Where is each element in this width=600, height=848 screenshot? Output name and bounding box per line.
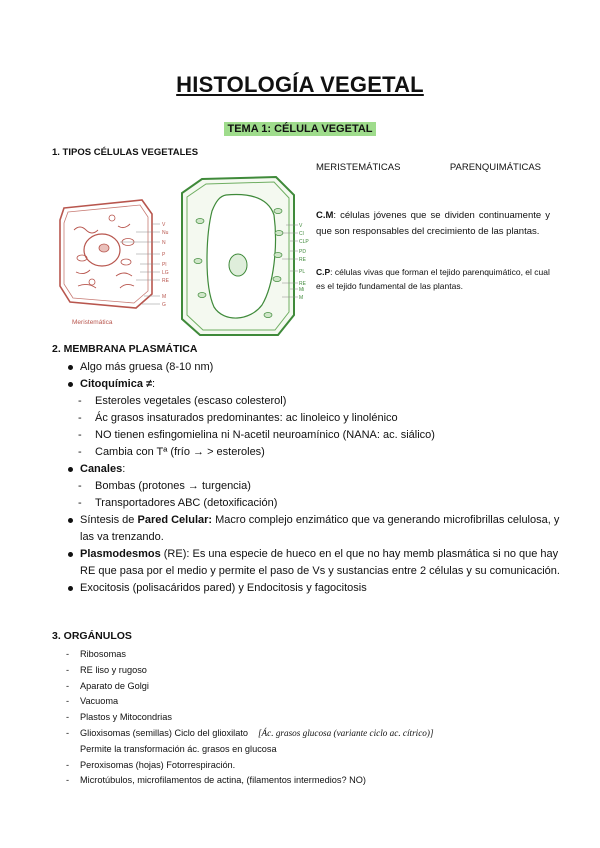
dash-marker: - bbox=[66, 664, 70, 675]
item-text: Algo más gruesa (8-10 nm) bbox=[80, 361, 214, 373]
membrane-list bbox=[66, 359, 566, 597]
page-title: HISTOLOGÍA VEGETAL bbox=[176, 72, 424, 97]
fig1-label: G bbox=[162, 302, 166, 308]
fig2-label: Cl bbox=[299, 231, 304, 237]
fig2-label: PL bbox=[299, 269, 306, 275]
fig2-label: M bbox=[299, 295, 304, 301]
cp-text: : células vivas que forman el tejido parenquimático, el cual es el tejido fundamental de las plantas. bbox=[316, 267, 550, 291]
list-item bbox=[66, 512, 566, 546]
list-item bbox=[66, 679, 546, 695]
item-text: (RE): Es una especie de hueco en el que no hay memb plasmática si no que hay RE que pasa por el medio y permite el paso de Vs y sustancias entre 2 células y su comunicación. bbox=[80, 548, 560, 577]
fig2-label: RE bbox=[299, 281, 306, 287]
list-item bbox=[66, 580, 566, 597]
fig1-label: Pl bbox=[162, 262, 167, 268]
fig1-caption: Meristemática bbox=[72, 319, 113, 326]
dash-marker: - bbox=[66, 775, 70, 786]
item-text: NO tienen esfingomielina ni N-acetil neuroamínico (NANA: ac. siálico) bbox=[95, 429, 435, 441]
item-text: Glioxisomas (semillas) Ciclo del glioxilato bbox=[80, 727, 248, 738]
item-text: Macro complejo enzimático que va generando microfibrillas celulosa, y las va trenzando. bbox=[80, 514, 560, 543]
fig1-label: RE bbox=[162, 278, 169, 284]
list-item bbox=[66, 694, 546, 710]
type-meristematic: MERISTEMÁTICAS bbox=[316, 162, 401, 173]
item-text: Esteroles vegetales (escaso colesterol) bbox=[95, 395, 287, 407]
bullet-icon bbox=[68, 552, 73, 557]
dash-marker: - bbox=[66, 680, 70, 691]
bullet-icon bbox=[68, 365, 73, 370]
list-item bbox=[66, 461, 566, 478]
item-text: Ribosomas bbox=[80, 649, 126, 659]
fig2-label: RE bbox=[299, 257, 306, 263]
definition-cm bbox=[316, 208, 550, 240]
fig1-label: Nu bbox=[162, 230, 169, 236]
item-text: Microtúbulos, microfilamentos de actina, (filamentos intermedios? NO) bbox=[80, 775, 366, 786]
list-item bbox=[66, 546, 566, 580]
fig1-label: N bbox=[162, 240, 166, 246]
type-parenchymatic: PARENQUIMÁTICAS bbox=[449, 162, 541, 173]
dash-marker: - bbox=[78, 497, 82, 509]
fig1-label: P bbox=[162, 252, 166, 258]
fig2-label: PD bbox=[299, 249, 306, 255]
list-item bbox=[66, 742, 546, 758]
list-item bbox=[66, 758, 546, 774]
item-text: Cambia con Tª (frío → > esteroles) bbox=[95, 446, 265, 458]
list-item bbox=[66, 478, 566, 495]
item-bold-text: Citoquímica ≠ bbox=[80, 378, 153, 390]
list-item bbox=[66, 393, 566, 410]
bullet-icon bbox=[68, 518, 73, 523]
bullet-icon bbox=[68, 586, 73, 591]
list-item bbox=[66, 663, 546, 679]
item-text: Plastos y Mitocondrias bbox=[80, 712, 172, 723]
item-text: Síntesis de bbox=[80, 514, 138, 526]
dash-marker: - bbox=[66, 727, 70, 738]
subtitle-highlight: TEMA 1: CÉLULA VEGETAL bbox=[224, 122, 375, 136]
item-text: Peroxisomas (hojas) Fotorrespiración. bbox=[80, 759, 236, 770]
list-item bbox=[66, 444, 566, 461]
cm-text: : células jóvenes que se dividen continuamente y que son responsables del crecimiento de las plantas. bbox=[316, 210, 550, 237]
list-item bbox=[66, 359, 566, 376]
section-heading-organelles: 3. ORGÁNULOS bbox=[52, 630, 132, 642]
dash-marker: - bbox=[78, 395, 82, 407]
cell-types-row bbox=[316, 162, 541, 173]
item-bold-text: Pared Celular: bbox=[137, 514, 213, 526]
page-subtitle bbox=[0, 119, 600, 137]
list-item bbox=[66, 495, 566, 512]
dash-marker: - bbox=[66, 712, 70, 723]
list-item bbox=[66, 773, 546, 789]
list-item bbox=[66, 726, 546, 742]
list-item bbox=[66, 647, 546, 663]
parenchymatic-cell-figure bbox=[178, 175, 312, 339]
section-heading-membrane: 2. MEMBRANA PLASMÁTICA bbox=[52, 343, 198, 355]
definition-cp bbox=[316, 265, 550, 293]
section-heading-cell-types: 1. TIPOS CÉLULAS VEGETALES bbox=[52, 147, 199, 158]
cm-label: C.M bbox=[316, 210, 334, 221]
organelles-list bbox=[66, 647, 546, 789]
list-item bbox=[66, 410, 566, 427]
bullet-icon bbox=[68, 382, 73, 387]
list-item bbox=[66, 376, 566, 393]
dash-marker: - bbox=[78, 412, 82, 424]
fig1-label: V bbox=[162, 222, 166, 228]
list-item bbox=[66, 710, 546, 726]
dash-marker: - bbox=[78, 480, 82, 492]
list-item bbox=[66, 427, 566, 444]
item-text: Transportadores ABC (detoxificación) bbox=[95, 497, 278, 509]
item-text: Exocitosis (polisacáridos pared) y Endocitosis y fagocitosis bbox=[80, 582, 367, 594]
dash-marker: - bbox=[66, 759, 70, 770]
dash-marker: - bbox=[66, 649, 70, 659]
dash-marker: - bbox=[78, 446, 82, 458]
dash-marker: - bbox=[78, 429, 82, 441]
glyoxylate-formula: [Ác. grasos glucosa (variante ciclo ac. cítrico)] bbox=[257, 727, 434, 738]
cp-label: C.P bbox=[316, 267, 331, 277]
item-text: Ác grasos insaturados predominantes: ac linoleico y linolénico bbox=[95, 412, 398, 424]
fig1-label: LG bbox=[162, 270, 169, 276]
item-text: Vacuoma bbox=[80, 696, 119, 707]
fig2-label: V bbox=[299, 223, 303, 229]
meristematic-cell-figure bbox=[56, 196, 174, 332]
item-bold-text: Plasmodesmos bbox=[80, 548, 161, 560]
fig1-label: M bbox=[162, 294, 167, 300]
item-text: Permite la transformación ác. grasos en glucosa bbox=[80, 743, 277, 754]
item-text: Aparato de Golgi bbox=[80, 680, 149, 691]
item-text: : bbox=[122, 463, 126, 475]
item-bold-text: Canales bbox=[80, 463, 123, 475]
dash-marker: - bbox=[66, 696, 70, 707]
item-text: : bbox=[152, 378, 156, 390]
item-text: Bombas (protones → turgencia) bbox=[95, 480, 251, 492]
fig2-label: CLP bbox=[299, 239, 309, 245]
bullet-icon bbox=[68, 467, 73, 472]
item-text: RE liso y rugoso bbox=[80, 664, 147, 675]
fig2-label: Mi bbox=[299, 287, 305, 293]
